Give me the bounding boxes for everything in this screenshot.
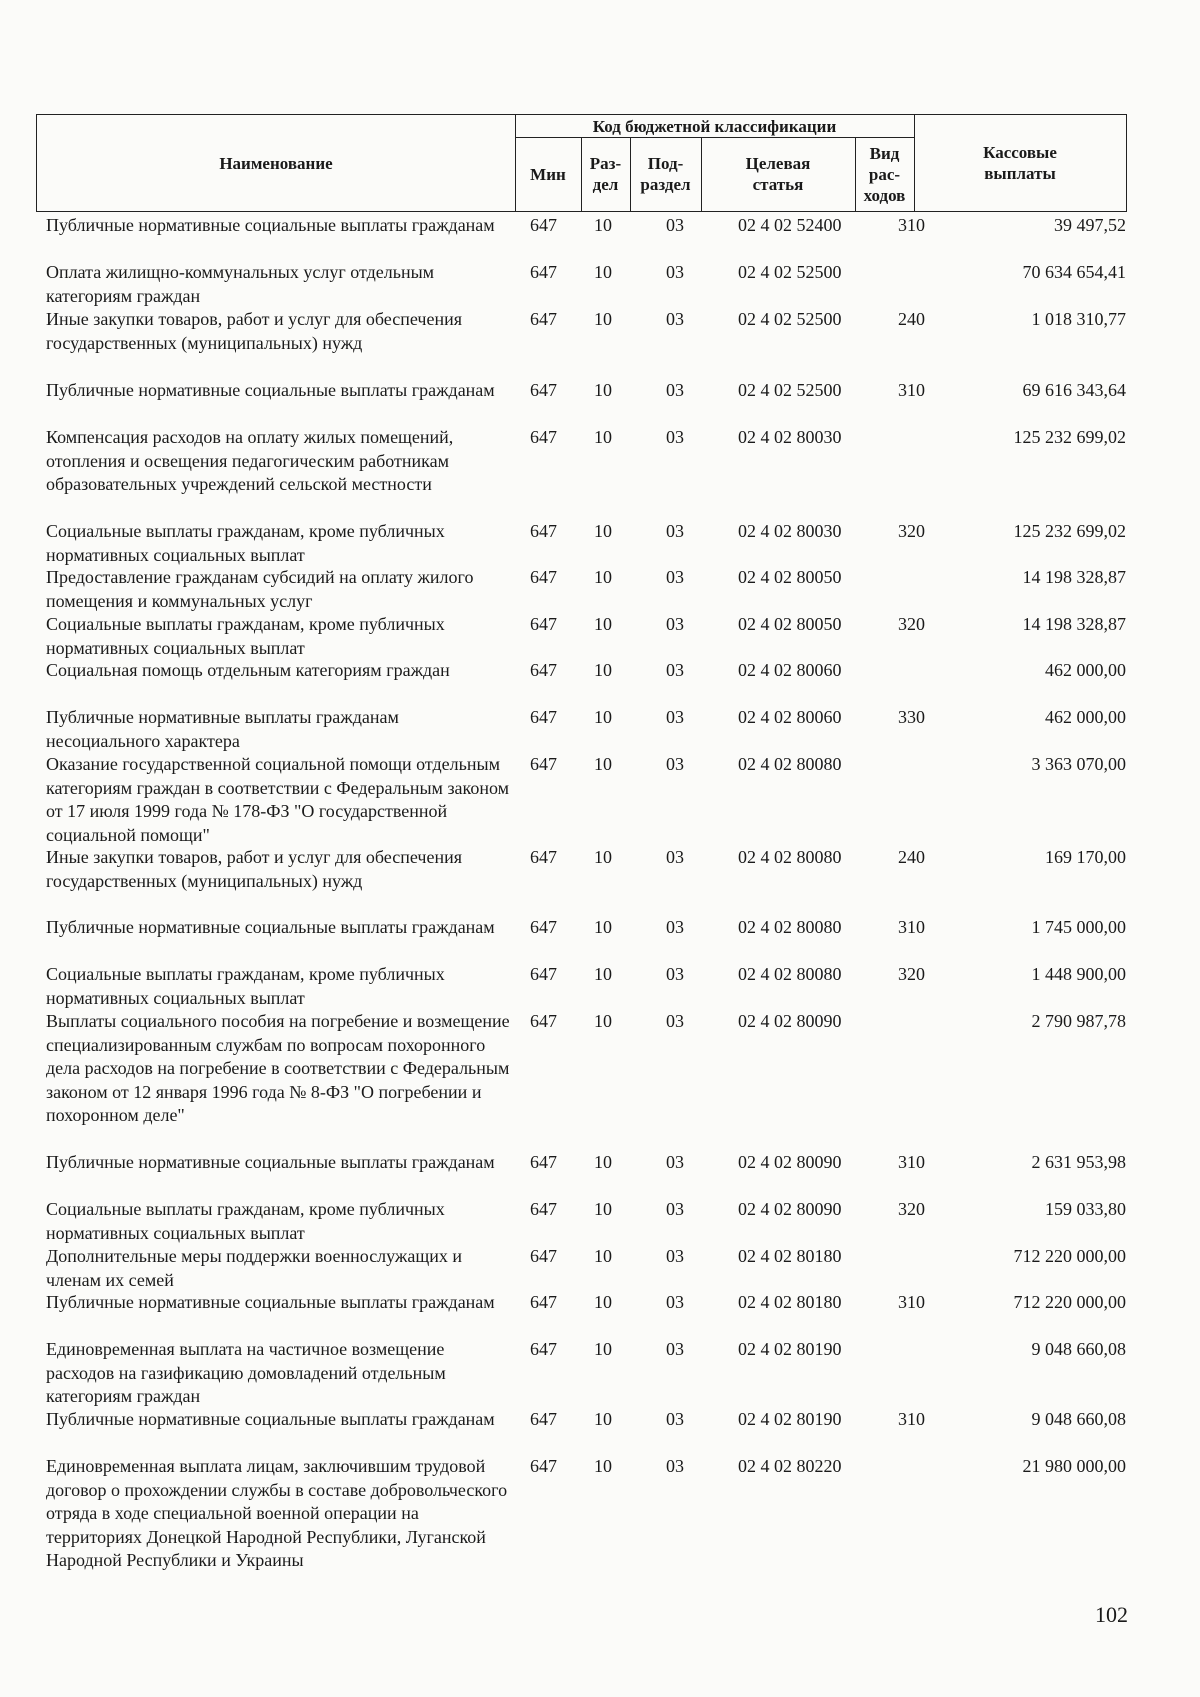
row-min: 647	[530, 1011, 557, 1031]
row-vid: 240	[898, 847, 925, 867]
row-razdel: 10	[594, 1409, 612, 1429]
row-podrazdel: 03	[666, 521, 684, 541]
row-sum: 14 198 328,87	[1022, 567, 1126, 587]
row-min: 647	[530, 707, 557, 727]
row-vid: 310	[898, 1409, 925, 1429]
row-name: Социальные выплаты гражданам, кроме публичных нормативных социальных выплат	[46, 521, 445, 565]
row-name: Социальные выплаты гражданам, кроме публичных нормативных социальных выплат	[46, 614, 445, 658]
row-min: 647	[530, 754, 557, 774]
row-sum: 125 232 699,02	[1013, 521, 1126, 541]
row-podrazdel: 03	[666, 1339, 684, 1359]
row-name: Публичные нормативные социальные выплаты гражданам	[46, 1152, 495, 1172]
row-razdel: 10	[594, 660, 612, 680]
row-statya: 02 4 02 52400	[738, 215, 842, 235]
row-name: Социальная помощь отдельным категориям граждан	[46, 660, 450, 680]
row-sum: 39 497,52	[1054, 215, 1126, 235]
row-podrazdel: 03	[666, 1409, 684, 1429]
row-sum: 69 616 343,64	[1022, 380, 1126, 400]
row-podrazdel: 03	[666, 917, 684, 937]
row-podrazdel: 03	[666, 1456, 684, 1476]
row-min: 647	[530, 1409, 557, 1429]
row-min: 647	[530, 262, 557, 282]
row-sum: 21 980 000,00	[1022, 1456, 1126, 1476]
row-name: Предоставление гражданам субсидий на оплату жилого помещения и коммунальных услуг	[46, 567, 474, 611]
row-razdel: 10	[594, 262, 612, 282]
row-vid: 320	[898, 964, 925, 984]
row-vid: 320	[898, 1199, 925, 1219]
row-sum: 9 048 660,08	[1031, 1339, 1126, 1359]
row-razdel: 10	[594, 754, 612, 774]
row-statya: 02 4 02 80050	[738, 614, 842, 634]
row-name: Публичные нормативные социальные выплаты гражданам	[46, 215, 495, 235]
row-name: Иные закупки товаров, работ и услуг для обеспечения государственных (муниципальных) нужд	[46, 309, 462, 353]
header-vid: Вид рас- ходов	[863, 143, 906, 205]
row-statya: 02 4 02 80190	[738, 1339, 842, 1359]
row-min: 647	[530, 917, 557, 937]
row-name: Публичные нормативные социальные выплаты гражданам	[46, 380, 495, 400]
header-sum: Кассовые выплаты	[983, 143, 1057, 183]
row-statya: 02 4 02 80090	[738, 1011, 842, 1031]
row-sum: 70 634 654,41	[1022, 262, 1126, 282]
row-podrazdel: 03	[666, 1292, 684, 1312]
row-statya: 02 4 02 80080	[738, 917, 842, 937]
row-sum: 1 745 000,00	[1031, 917, 1126, 937]
row-statya: 02 4 02 80030	[738, 521, 842, 541]
row-podrazdel: 03	[666, 567, 684, 587]
row-sum: 2 631 953,98	[1031, 1152, 1126, 1172]
row-statya: 02 4 02 80090	[738, 1152, 842, 1172]
header-razdel: Раз- дел	[589, 154, 622, 194]
row-name: Единовременная выплата лицам, заключившим трудовой договор о прохождении службы в составе добровольческого отряда в ходе специальной военной операции на территориях Донецкой Народной Республики, Луганской Народной Республики и Украины	[46, 1456, 508, 1570]
row-sum: 1 448 900,00	[1031, 964, 1126, 984]
header-statya: Целевая статья	[745, 154, 811, 194]
row-vid: 330	[898, 707, 925, 727]
row-statya: 02 4 02 52500	[738, 380, 842, 400]
row-vid: 310	[898, 917, 925, 937]
row-razdel: 10	[594, 521, 612, 541]
row-podrazdel: 03	[666, 614, 684, 634]
row-statya: 02 4 02 80080	[738, 754, 842, 774]
row-min: 647	[530, 1246, 557, 1266]
header-kbk: Код бюджетной классификации	[592, 116, 837, 136]
row-name: Публичные нормативные социальные выплаты гражданам	[46, 1292, 495, 1312]
row-podrazdel: 03	[666, 964, 684, 984]
row-podrazdel: 03	[666, 1199, 684, 1219]
row-vid: 310	[898, 1152, 925, 1172]
row-name: Дополнительные меры поддержки военнослужащих и членам их семей	[46, 1246, 462, 1290]
row-razdel: 10	[594, 1339, 612, 1359]
row-sum: 169 170,00	[1045, 847, 1126, 867]
row-min: 647	[530, 614, 557, 634]
row-vid: 310	[898, 215, 925, 235]
row-razdel: 10	[594, 1152, 612, 1172]
row-vid: 320	[898, 614, 925, 634]
row-statya: 02 4 02 80060	[738, 660, 842, 680]
page-number: 102	[1095, 1602, 1128, 1627]
row-min: 647	[530, 380, 557, 400]
row-razdel: 10	[594, 917, 612, 937]
row-name: Публичные нормативные выплаты гражданам несоциального характера	[46, 707, 399, 751]
row-sum: 462 000,00	[1045, 707, 1126, 727]
row-razdel: 10	[594, 1246, 612, 1266]
row-vid: 320	[898, 521, 925, 541]
row-podrazdel: 03	[666, 309, 684, 329]
row-statya: 02 4 02 52500	[738, 262, 842, 282]
row-statya: 02 4 02 80060	[738, 707, 842, 727]
row-razdel: 10	[594, 1011, 612, 1031]
row-sum: 125 232 699,02	[1013, 427, 1126, 447]
row-razdel: 10	[594, 567, 612, 587]
row-statya: 02 4 02 80220	[738, 1456, 842, 1476]
row-min: 647	[530, 215, 557, 235]
row-sum: 159 033,80	[1045, 1199, 1126, 1219]
row-podrazdel: 03	[666, 427, 684, 447]
row-name: Иные закупки товаров, работ и услуг для обеспечения государственных (муниципальных) нужд	[46, 847, 462, 891]
row-podrazdel: 03	[666, 262, 684, 282]
row-sum: 9 048 660,08	[1031, 1409, 1126, 1429]
row-razdel: 10	[594, 707, 612, 727]
row-vid: 240	[898, 309, 925, 329]
row-statya: 02 4 02 80080	[738, 847, 842, 867]
row-name: Оплата жилищно-коммунальных услуг отдельным категориям граждан	[46, 262, 435, 306]
row-name: Социальные выплаты гражданам, кроме публичных нормативных социальных выплат	[46, 1199, 445, 1243]
row-name: Социальные выплаты гражданам, кроме публичных нормативных социальных выплат	[46, 964, 445, 1008]
row-min: 647	[530, 309, 557, 329]
row-min: 647	[530, 964, 557, 984]
row-sum: 3 363 070,00	[1031, 754, 1126, 774]
header-name: Наименование	[219, 153, 333, 173]
header-podrazdel: Под- раздел	[640, 154, 691, 194]
row-min: 647	[530, 847, 557, 867]
row-min: 647	[530, 1456, 557, 1476]
row-podrazdel: 03	[666, 1011, 684, 1031]
row-razdel: 10	[594, 380, 612, 400]
row-podrazdel: 03	[666, 1152, 684, 1172]
row-min: 647	[530, 1199, 557, 1219]
row-name: Публичные нормативные социальные выплаты гражданам	[46, 1409, 495, 1429]
row-statya: 02 4 02 80030	[738, 427, 842, 447]
row-sum: 14 198 328,87	[1022, 614, 1126, 634]
row-min: 647	[530, 1339, 557, 1359]
row-vid: 310	[898, 1292, 925, 1312]
row-sum: 1 018 310,77	[1031, 309, 1126, 329]
table-header	[36, 114, 1127, 212]
row-min: 647	[530, 1152, 557, 1172]
row-razdel: 10	[594, 1456, 612, 1476]
row-podrazdel: 03	[666, 1246, 684, 1266]
row-name: Выплаты социального пособия на погребение и возмещение специализированным службам по вопросам похоронного дела расходов на погребение в соответствии с Федеральным законом от 12 января 1996 года № 8-ФЗ "О погребении и похоронном деле"	[46, 1011, 510, 1125]
row-statya: 02 4 02 52500	[738, 309, 842, 329]
row-statya: 02 4 02 80180	[738, 1292, 842, 1312]
row-razdel: 10	[594, 427, 612, 447]
row-razdel: 10	[594, 614, 612, 634]
row-razdel: 10	[594, 847, 612, 867]
row-podrazdel: 03	[666, 707, 684, 727]
header-min: Мин	[530, 164, 566, 184]
row-min: 647	[530, 521, 557, 541]
row-podrazdel: 03	[666, 215, 684, 235]
row-name: Единовременная выплата на частичное возмещение расходов на газификацию домовладений отдельным категориям граждан	[46, 1339, 446, 1406]
row-sum: 462 000,00	[1045, 660, 1126, 680]
row-name: Оказание государственной социальной помощи отдельным категориям граждан в соответствии с Федеральным законом от 17 июля 1999 года № 178-ФЗ "О государственной социальной помощи"	[46, 754, 510, 845]
row-name: Публичные нормативные социальные выплаты гражданам	[46, 917, 495, 937]
row-vid: 310	[898, 380, 925, 400]
row-podrazdel: 03	[666, 380, 684, 400]
row-min: 647	[530, 660, 557, 680]
row-razdel: 10	[594, 215, 612, 235]
row-sum: 712 220 000,00	[1013, 1292, 1126, 1312]
row-sum: 712 220 000,00	[1013, 1246, 1126, 1266]
row-min: 647	[530, 1292, 557, 1312]
row-statya: 02 4 02 80080	[738, 964, 842, 984]
row-podrazdel: 03	[666, 660, 684, 680]
row-razdel: 10	[594, 964, 612, 984]
row-min: 647	[530, 427, 557, 447]
row-razdel: 10	[594, 309, 612, 329]
row-sum: 2 790 987,78	[1031, 1011, 1126, 1031]
row-statya: 02 4 02 80050	[738, 567, 842, 587]
row-podrazdel: 03	[666, 754, 684, 774]
row-statya: 02 4 02 80090	[738, 1199, 842, 1219]
row-podrazdel: 03	[666, 847, 684, 867]
row-statya: 02 4 02 80180	[738, 1246, 842, 1266]
row-razdel: 10	[594, 1199, 612, 1219]
row-razdel: 10	[594, 1292, 612, 1312]
row-name: Компенсация расходов на оплату жилых помещений, отопления и освещения педагогическим работникам образовательных учреждений сельской местности	[46, 427, 454, 494]
row-statya: 02 4 02 80190	[738, 1409, 842, 1429]
row-min: 647	[530, 567, 557, 587]
